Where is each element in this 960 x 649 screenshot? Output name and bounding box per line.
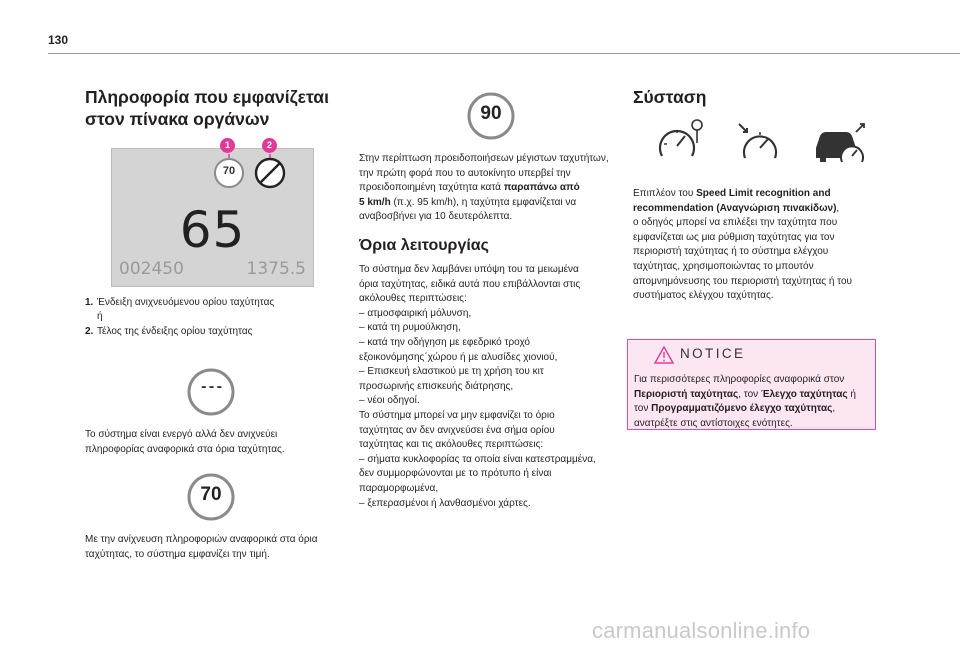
- notice-label: NOTICE: [680, 346, 746, 361]
- text-line: την πρώτη φορά που το αυτοκίνητο υπερβεί την: [359, 167, 571, 179]
- current-speed: 65: [179, 201, 246, 259]
- text-line: αναβοσβήνει για 10 δευτερόλεπτα.: [359, 211, 513, 223]
- list-item-text: ή: [97, 311, 103, 323]
- no-info-sign-dashes: - - -: [201, 378, 221, 395]
- text-line: Για περισσότερες πληροφορίες αναφορικά στον: [634, 374, 845, 385]
- text-line: ανατρέξτε στις αντίστοιχες ενότητες.: [634, 417, 793, 429]
- text-line: συστήματος ελέγχου ταχύτητας.: [633, 290, 774, 302]
- text-line: ο οδηγός μπορεί να επιλέξει την ταχύτητα που: [633, 217, 838, 229]
- text-line: ταχύτητας, το σύστημα εμφανίζει την τιμή.: [85, 548, 270, 560]
- text-line: recommendation (Αναγνώριση πινακίδων),: [633, 202, 840, 214]
- text-line: ακόλουθες περιπτώσεις:: [359, 293, 467, 305]
- speed-90-sign-label: 90: [480, 103, 502, 124]
- text-line: – ξεπερασμένοι ή λανθασμένοι χάρτες.: [359, 497, 531, 509]
- cluster-signs: [112, 149, 313, 204]
- text-line: προειδοποιημένη ταχύτητα κατά παραπάνω από: [359, 182, 580, 194]
- notice-box: [627, 339, 876, 430]
- text-line: Το σύστημα μπορεί να μην εμφανίζει το όριο: [359, 409, 555, 421]
- text-line: Επιπλέον του Speed Limit recognition and: [633, 188, 831, 199]
- section-title-line1: Πληροφορία που εμφανίζεται: [85, 87, 329, 107]
- text-line: Το σύστημα είναι ενεργό αλλά δεν ανιχνεύει: [85, 429, 278, 440]
- cluster-sign-speed: 70: [222, 165, 236, 177]
- text-line: – κατά τη ρυμούλκηση,: [359, 322, 461, 334]
- text-line: εμφανίζεται ως μια ρύθμιση ταχύτητας για τον: [633, 231, 835, 243]
- trip-meter: 1375.5: [246, 259, 306, 279]
- paragraph-no-info: [85, 428, 345, 457]
- marker-1-badge: 1: [220, 138, 235, 153]
- warning-triangle-icon: [654, 346, 674, 364]
- paragraph-detected: [85, 533, 345, 562]
- text-line: ταχύτητας αν δεν ανιχνεύσει ένα σήμα ορίου: [359, 424, 555, 436]
- speedometer-press-icon: [737, 120, 783, 162]
- text-line: – ατμοσφαιρική μόλυνση,: [359, 307, 472, 319]
- text-line: προσωρινής επισκευής διάτρησης,: [359, 380, 514, 392]
- list-item: [85, 325, 345, 339]
- list-item-text: Ένδειξη ανιχνευόμενου ορίου ταχύτητας: [97, 297, 275, 308]
- odometer: 002450: [119, 259, 184, 279]
- text-line: απομνημόνευσης του περιοριστή ταχύτητας ή του: [633, 275, 853, 287]
- marker-2-badge: 2: [262, 138, 277, 153]
- paragraph-overspeed: [359, 152, 621, 225]
- text-line: Περιοριστή ταχύτητας, τον Έλεγχο ταχύτητας ή: [634, 388, 856, 400]
- text-line: πληροφορίας αναφορικά στα όρια ταχύτητας.: [85, 443, 285, 455]
- text-line: – Επισκευή ελαστικού με τη χρήση του κιτ: [359, 366, 544, 378]
- text-line: – κατά την οδήγηση με εφεδρικό τροχό: [359, 336, 530, 348]
- legend-list: [85, 296, 345, 339]
- text-line: δεν συμμορφώνονται με το πρότυπο ή είναι: [359, 468, 552, 480]
- text-line: παραμορφωμένα,: [359, 482, 439, 494]
- list-item-continuation: [85, 310, 345, 324]
- list-item-number: 1.: [85, 297, 94, 308]
- heading-operating-limits: Όρια λειτουργίας: [359, 237, 489, 254]
- text-line: – νέοι οδηγοί.: [359, 395, 420, 407]
- text-line: εξοικονόμησης΄χώρου ή με αλυσίδες χιονιού,: [359, 351, 558, 363]
- list-item-number: 2.: [85, 325, 94, 337]
- car-speedometer-icon: [812, 122, 868, 164]
- text-line: Στην περίπτωση προειδοποιήσεων μέγιστων ταχυτήτων,: [359, 153, 609, 164]
- page-number: 130: [48, 33, 69, 47]
- watermark: carmanualsonline.info: [592, 618, 811, 643]
- text-line: Με την ανίχνευση πληροφοριών αναφορικά στα όρια: [85, 534, 318, 545]
- text-line: ταχύτητας και τις ακόλουθες περιπτώσεις:: [359, 439, 544, 451]
- text-line: περιοριστή ταχύτητας ή το σύστημα ελέγχου: [633, 246, 829, 258]
- section-title-line2: στον πίνακα οργάνων: [85, 109, 270, 129]
- instrument-cluster-illustration: [111, 148, 314, 287]
- text-line: ταχύτητας, χρησιμοποιώντας το μπουτόν: [633, 260, 814, 272]
- text-line: 5 km/h (π.χ. 95 km/h), η ταχύτητα εμφανίζεται να: [359, 196, 577, 208]
- header-divider: [48, 53, 960, 54]
- paragraph-recommendation: [633, 187, 873, 304]
- text-line: όρια ταχύτητας, ειδικά αυτά που επιβάλλονται στις: [359, 278, 581, 290]
- text-line: – σήματα κυκλοφορίας τα οποία είναι κατεστραμμένα,: [359, 453, 596, 465]
- speed-70-sign-label: 70: [200, 484, 222, 505]
- list-item: [85, 296, 345, 310]
- paragraph-limits: [359, 263, 621, 511]
- speedometer-sign-icon: [652, 116, 712, 162]
- heading-recommendation: Σύσταση: [633, 87, 707, 107]
- notice-body: [634, 373, 872, 431]
- section-title: [85, 86, 345, 130]
- list-item-text: Τέλος της ένδειξης ορίου ταχύτητας: [97, 325, 253, 337]
- text-line: Το σύστημα δεν λαμβάνει υπόψη του τα μειωμένα: [359, 264, 579, 275]
- text-line: τον Προγραμματιζόμενο έλεγχο ταχύτητας,: [634, 403, 836, 415]
